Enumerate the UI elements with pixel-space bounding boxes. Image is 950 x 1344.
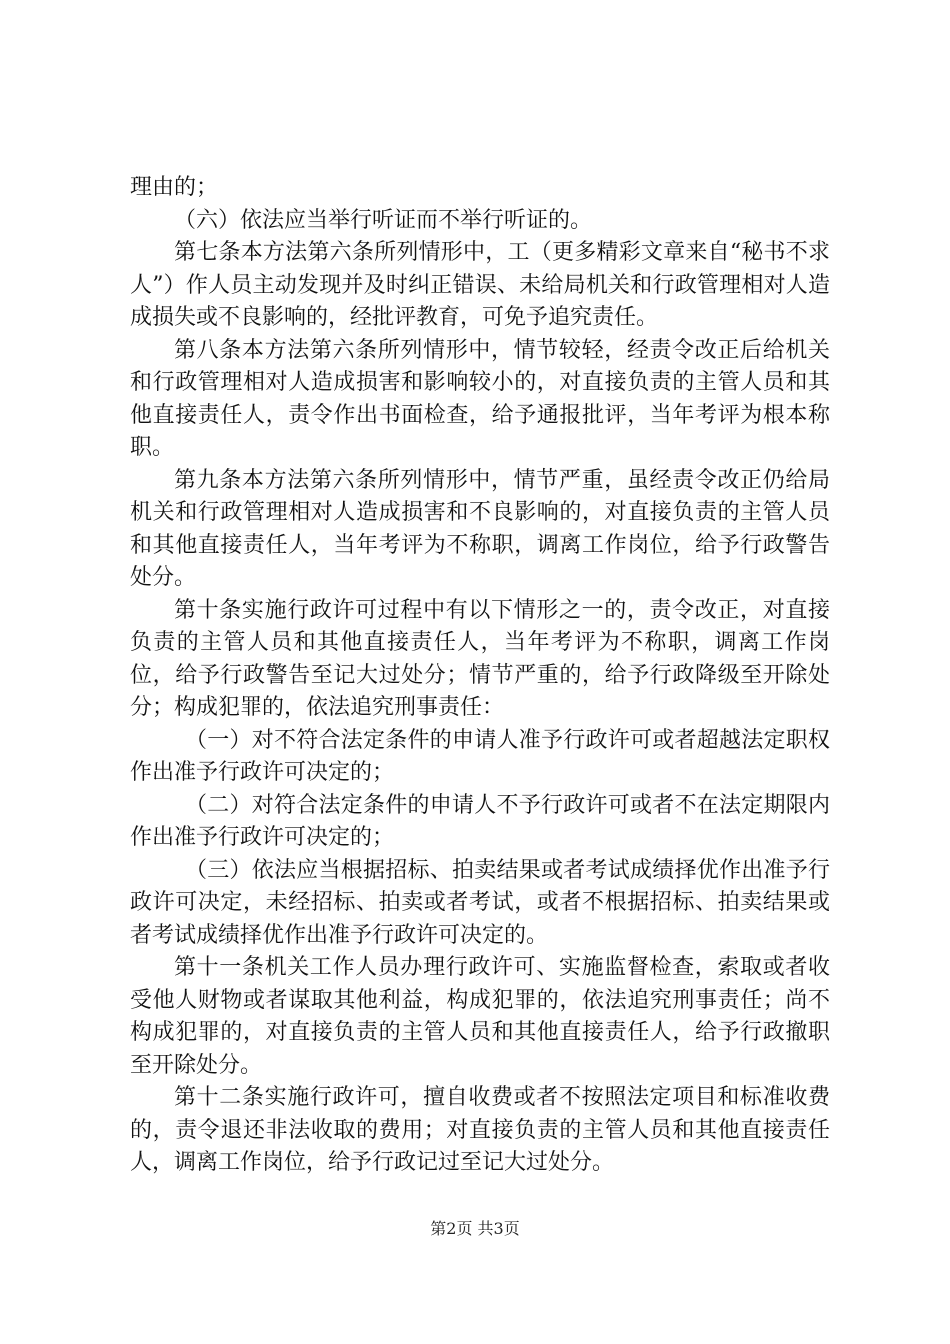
paragraph-article-8: 第八条本方法第六条所列情形中，情节较轻，经责令改正后给机关和行政管理相对人造成损害和影响较小的，对直接负责的主管人员和其他直接责任人，责令作出书面检查，给予通报批评，当年考评为根本称职。 <box>130 337 830 460</box>
paragraph-article-9: 第九条本方法第六条所列情形中，情节严重，虽经责令改正仍给局机关和行政管理相对人造成损害和不良影响的，对直接负责的主管人员和其他直接责任人，当年考评为不称职，调离工作岗位，给予行政警告处分。 <box>130 467 830 590</box>
paragraph-article-12: 第十二条实施行政许可，擅自收费或者不按照法定项目和标准收费的，责令退还非法收取的费用；对直接负责的主管人员和其他直接责任人，调离工作岗位，给予行政记过至记大过处分。 <box>130 1085 830 1175</box>
paragraph-continuation: 理由的； <box>130 175 219 200</box>
paragraph-article-7: 第七条本方法第六条所列情形中，工（更多精彩文章来自“秘书不求人”）作人员主动发现并及时纠正错误、未给局机关和行政管理相对人造成损失或不良影响的，经批评教育，可免予追究责任。 <box>130 240 830 330</box>
page-number-footer: 第2页 共3页 <box>430 1219 520 1238</box>
paragraph-item-one: （一）对不符合法定条件的申请人准予行政许可或者超越法定职权作出准予行政许可决定的； <box>130 727 830 785</box>
document-body <box>130 172 830 1180</box>
paragraph-article-11: 第十一条机关工作人员办理行政许可、实施监督检查，索取或者收受他人财物或者谋取其他利益，构成犯罪的，依法追究刑事责任；尚不构成犯罪的，对直接负责的主管人员和其他直接责任人，给予行政撤职至开除处分。 <box>130 955 830 1078</box>
paragraph-article-10: 第十条实施行政许可过程中有以下情形之一的，责令改正，对直接负责的主管人员和其他直接责任人，当年考评为不称职，调离工作岗位，给予行政警告至记大过处分；情节严重的，给予行政降级至开除处分；构成犯罪的，依法追究刑事责任： <box>130 597 830 720</box>
paragraph-item-six: （六）依法应当举行听证而不举行听证的。 <box>174 207 593 233</box>
paragraph-item-two: （二）对符合法定条件的申请人不予行政许可或者不在法定期限内作出准予行政许可决定的； <box>130 792 830 850</box>
paragraph-item-three: （三）依法应当根据招标、拍卖结果或者考试成绩择优作出准予行政许可决定，未经招标、拍卖或者考试，或者不根据招标、拍卖结果或者考试成绩择优作出准予行政许可决定的。 <box>130 857 830 948</box>
